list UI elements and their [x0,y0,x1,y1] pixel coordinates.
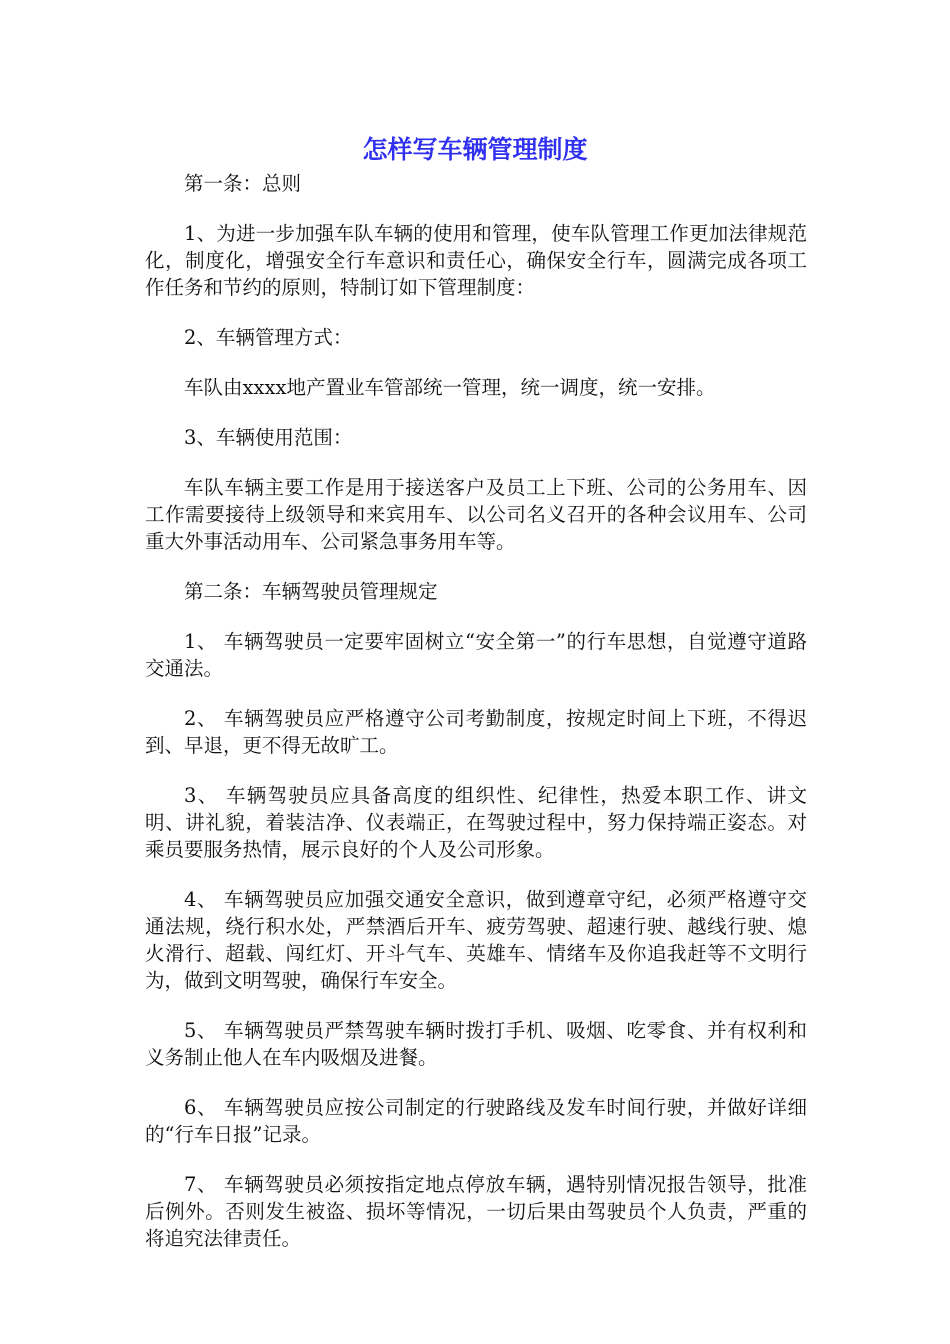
document-body [145,170,807,1275]
paragraph-rule-2: 2、 车辆驾驶员应严格遵守公司考勤制度，按规定时间上下班，不得迟到、早退，更不得无故旷工。 [145,707,807,757]
document-title: 怎样写车辆管理制度 [362,135,588,164]
paragraph-rule-7: 7、 车辆驾驶员必须按指定地点停放车辆，遇特别情况报告领导，批准后例外。否则发生被盗、损坏等情况，一切后果由驾驶员个人负责，严重的将追究法律责任。 [145,1173,807,1250]
paragraph-management-method: 车队由xxxx地产置业车管部统一管理，统一调度，统一安排。 [184,376,716,399]
paragraph-purpose: 1、为进一步加强车队车辆的使用和管理，使车队管理工作更加法律规范化，制度化，增强安全行车意识和责任心，确保安全行车，圆满完成各项工作任务和节约的原则，特制订如下管理制度： [145,222,807,299]
paragraph-management-method-heading: 2、车辆管理方式： [184,326,353,349]
paragraph-rule-5: 5、 车辆驾驶员严禁驾驶车辆时拨打手机、吸烟、吃零食、并有权利和义务制止他人在车内吸烟及进餐。 [145,1019,807,1069]
paragraph-rule-6: 6、 车辆驾驶员应按公司制定的行驶路线及发车时间行驶，并做好详细的“行车日报”记录。 [145,1096,807,1146]
paragraph-usage-scope-heading: 3、车辆使用范围： [184,426,353,449]
paragraph-rule-3: 3、 车辆驾驶员应具备高度的组织性、纪律性，热爱本职工作、讲文明、讲礼貌，着装洁净、仪表端正，在驾驶过程中，努力保持端正姿态。对乘员要服务热情，展示良好的个人及公司形象。 [145,784,807,861]
section-heading-driver-rules: 第二条：车辆驾驶员管理规定 [184,580,438,603]
paragraph-usage-scope: 车队车辆主要工作是用于接送客户及员工上下班、公司的公务用车、因工作需要接待上级领导和来宾用车、以公司名义召开的各种会议用车、公司重大外事活动用车、公司紧急事务用车等。 [145,476,807,553]
paragraph-rule-4: 4、 车辆驾驶员应加强交通安全意识，做到遵章守纪，必须严格遵守交通法规，绕行积水处，严禁酒后开车、疲劳驾驶、超速行驶、越线行驶、熄火滑行、超载、闯红灯、开斗气车、英雄车、情绪车及你追我赶等不文明行为，做到文明驾驶，确保行车安全。 [145,888,807,992]
section-heading-general: 第一条：总则 [184,172,302,195]
paragraph-rule-1: 1、 车辆驾驶员一定要牢固树立“安全第一”的行车思想，自觉遵守道路交通法。 [145,630,807,680]
